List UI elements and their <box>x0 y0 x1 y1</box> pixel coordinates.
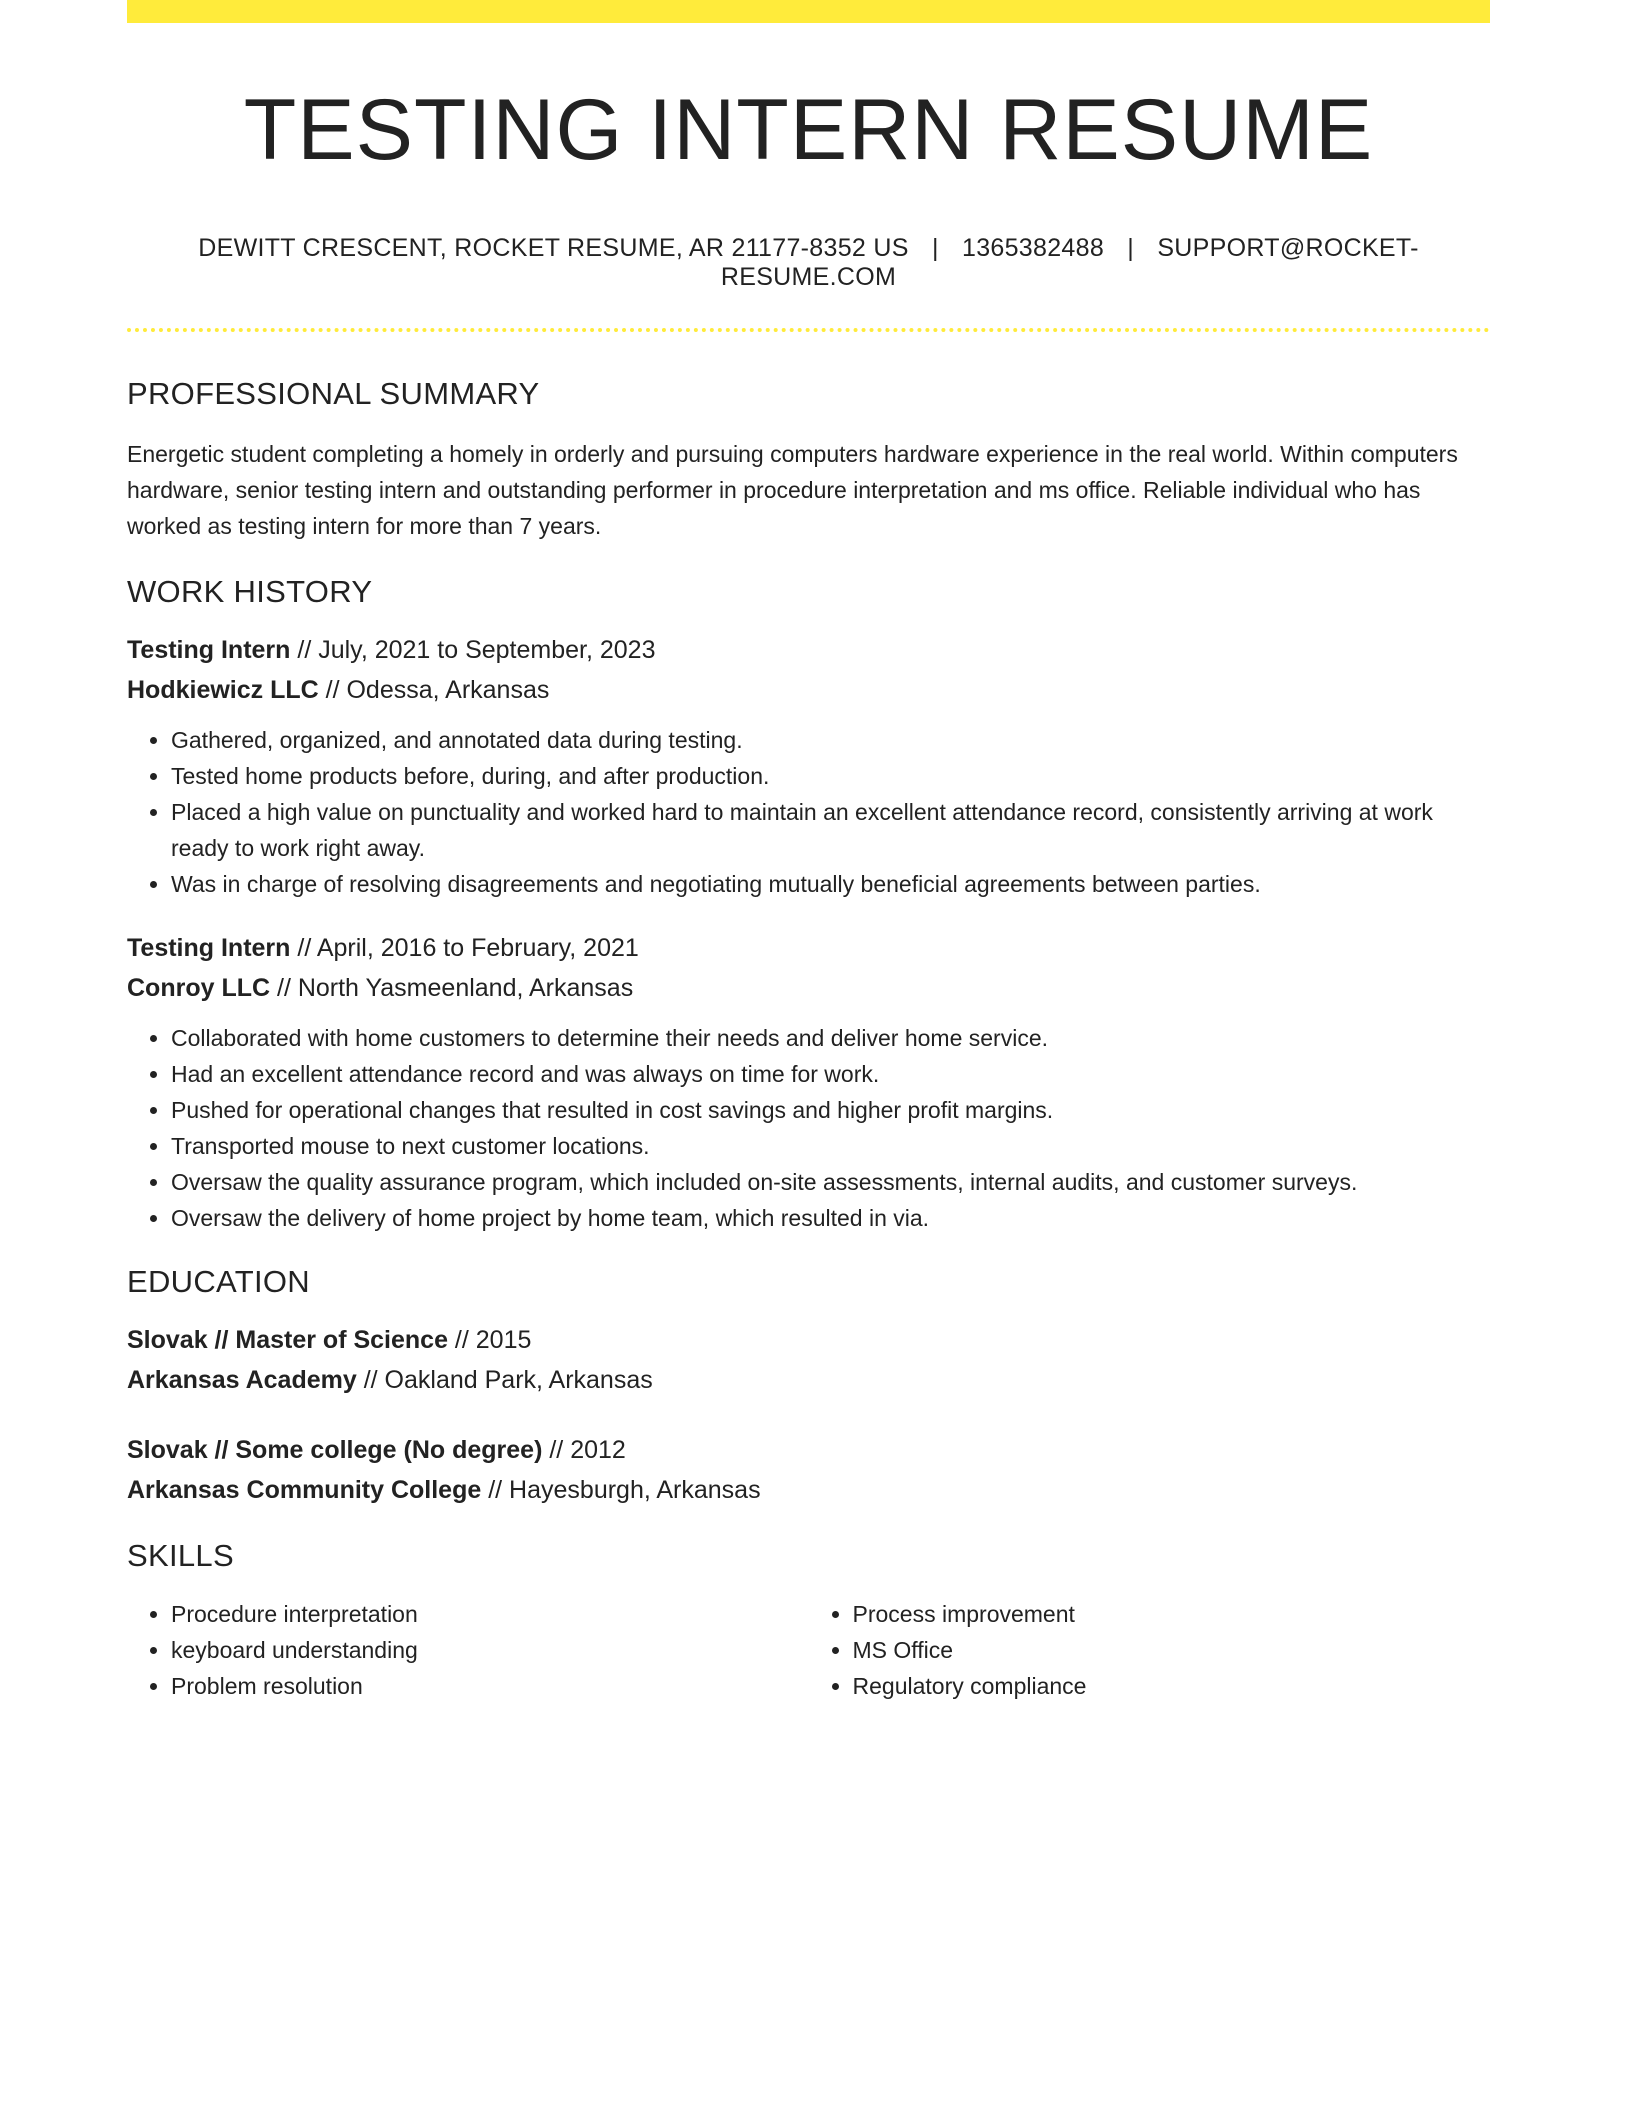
email: SUPPORT@ROCKET-RESUME.COM <box>720 233 1419 291</box>
skills-column-left <box>127 1596 809 1704</box>
job-title: Testing Intern <box>127 933 291 962</box>
list-item: • Collaborated with home customers to determine their needs and deliver home service. <box>171 1020 1490 1056</box>
skills-column-right <box>809 1596 1491 1704</box>
job-company-line <box>127 670 1490 710</box>
section-heading: WORK HISTORY <box>127 573 373 609</box>
list-item: • Gathered, organized, and annotated data during testing. <box>171 722 1490 758</box>
school-location: // Oakland Park, Arkansas <box>356 1365 653 1394</box>
company-name: Hodkiewicz LLC <box>127 675 319 704</box>
list-item: • Oversaw the quality assurance program, which included on-site assessments, internal audits, and customer surveys. <box>171 1164 1490 1200</box>
list-item: • Had an excellent attendance record and was always on time for work. <box>171 1056 1490 1092</box>
education-entry <box>127 1430 1490 1510</box>
degree: Slovak // Some college (No degree) <box>127 1435 543 1464</box>
job-bullets <box>127 722 1490 902</box>
skill-item: • Regulatory compliance <box>853 1668 1491 1704</box>
job-bullets <box>127 1020 1490 1236</box>
skills-section <box>127 1538 1490 1704</box>
school-line <box>127 1360 1490 1400</box>
list-item: • Oversaw the delivery of home project by home team, which resulted in via. <box>171 1200 1490 1236</box>
separator: | <box>931 233 939 262</box>
section-heading: PROFESSIONAL SUMMARY <box>127 375 540 411</box>
skills-grid <box>127 1596 1490 1704</box>
job-entry <box>127 928 1490 1236</box>
dotted-divider <box>127 328 1490 332</box>
list-item: • Pushed for operational changes that resulted in cost savings and higher profit margins. <box>171 1092 1490 1128</box>
job-dates: // July, 2021 to September, 2023 <box>290 635 656 664</box>
contact-line <box>127 234 1490 292</box>
resume-page <box>127 0 1490 1704</box>
skill-item: • Procedure interpretation <box>171 1596 809 1632</box>
degree-line <box>127 1320 1490 1360</box>
list-item: • Transported mouse to next customer locations. <box>171 1128 1490 1164</box>
company-location: // Odessa, Arkansas <box>318 675 550 704</box>
skill-item: • Process improvement <box>853 1596 1491 1632</box>
accent-bar <box>127 0 1490 23</box>
section-heading: EDUCATION <box>127 1263 310 1299</box>
list-item: • Tested home products before, during, and after production. <box>171 758 1490 794</box>
summary-section <box>127 376 1490 544</box>
section-heading: SKILLS <box>127 1537 234 1573</box>
summary-text: Energetic student completing a homely in orderly and pursuing computers hardware experience in the real world. Within computers hardware, senior testing intern and outstanding performer in procedure interpretation and ms office. Reliable individual who has worked as testing intern for more than 7 years. <box>127 440 1458 539</box>
education-section <box>127 1264 1490 1510</box>
school-name: Arkansas Community College <box>127 1475 482 1504</box>
job-dates: // April, 2016 to February, 2021 <box>290 933 639 962</box>
school-name: Arkansas Academy <box>127 1365 357 1394</box>
job-title-line <box>127 630 1490 670</box>
phone: 1365382488 <box>961 233 1105 262</box>
degree-line <box>127 1430 1490 1470</box>
list-item: • Was in charge of resolving disagreements and negotiating mutually beneficial agreements between parties. <box>171 866 1490 902</box>
school-location: // Hayesburgh, Arkansas <box>481 1475 761 1504</box>
company-location: // North Yasmeenland, Arkansas <box>270 973 634 1002</box>
job-title: Testing Intern <box>127 635 291 664</box>
education-entry <box>127 1320 1490 1400</box>
skill-item: • Problem resolution <box>171 1668 809 1704</box>
work-history-section <box>127 574 1490 1236</box>
separator: | <box>1127 233 1135 262</box>
job-title-line <box>127 928 1490 968</box>
list-item: • Placed a high value on punctuality and worked hard to maintain an excellent attendance record, consistently arriving at work ready to work right away. <box>171 794 1490 866</box>
skill-item: • MS Office <box>853 1632 1491 1668</box>
graduation-year: // 2015 <box>447 1325 532 1354</box>
resume-title: TESTING INTERN RESUME <box>243 82 1374 178</box>
school-line <box>127 1470 1490 1510</box>
graduation-year: // 2012 <box>542 1435 626 1464</box>
skill-item: • keyboard understanding <box>171 1632 809 1668</box>
company-name: Conroy LLC <box>127 973 271 1002</box>
address: DEWITT CRESCENT, ROCKET RESUME, AR 21177-8352 US <box>198 233 909 262</box>
job-company-line <box>127 968 1490 1008</box>
degree: Slovak // Master of Science <box>127 1325 448 1354</box>
job-entry <box>127 630 1490 902</box>
